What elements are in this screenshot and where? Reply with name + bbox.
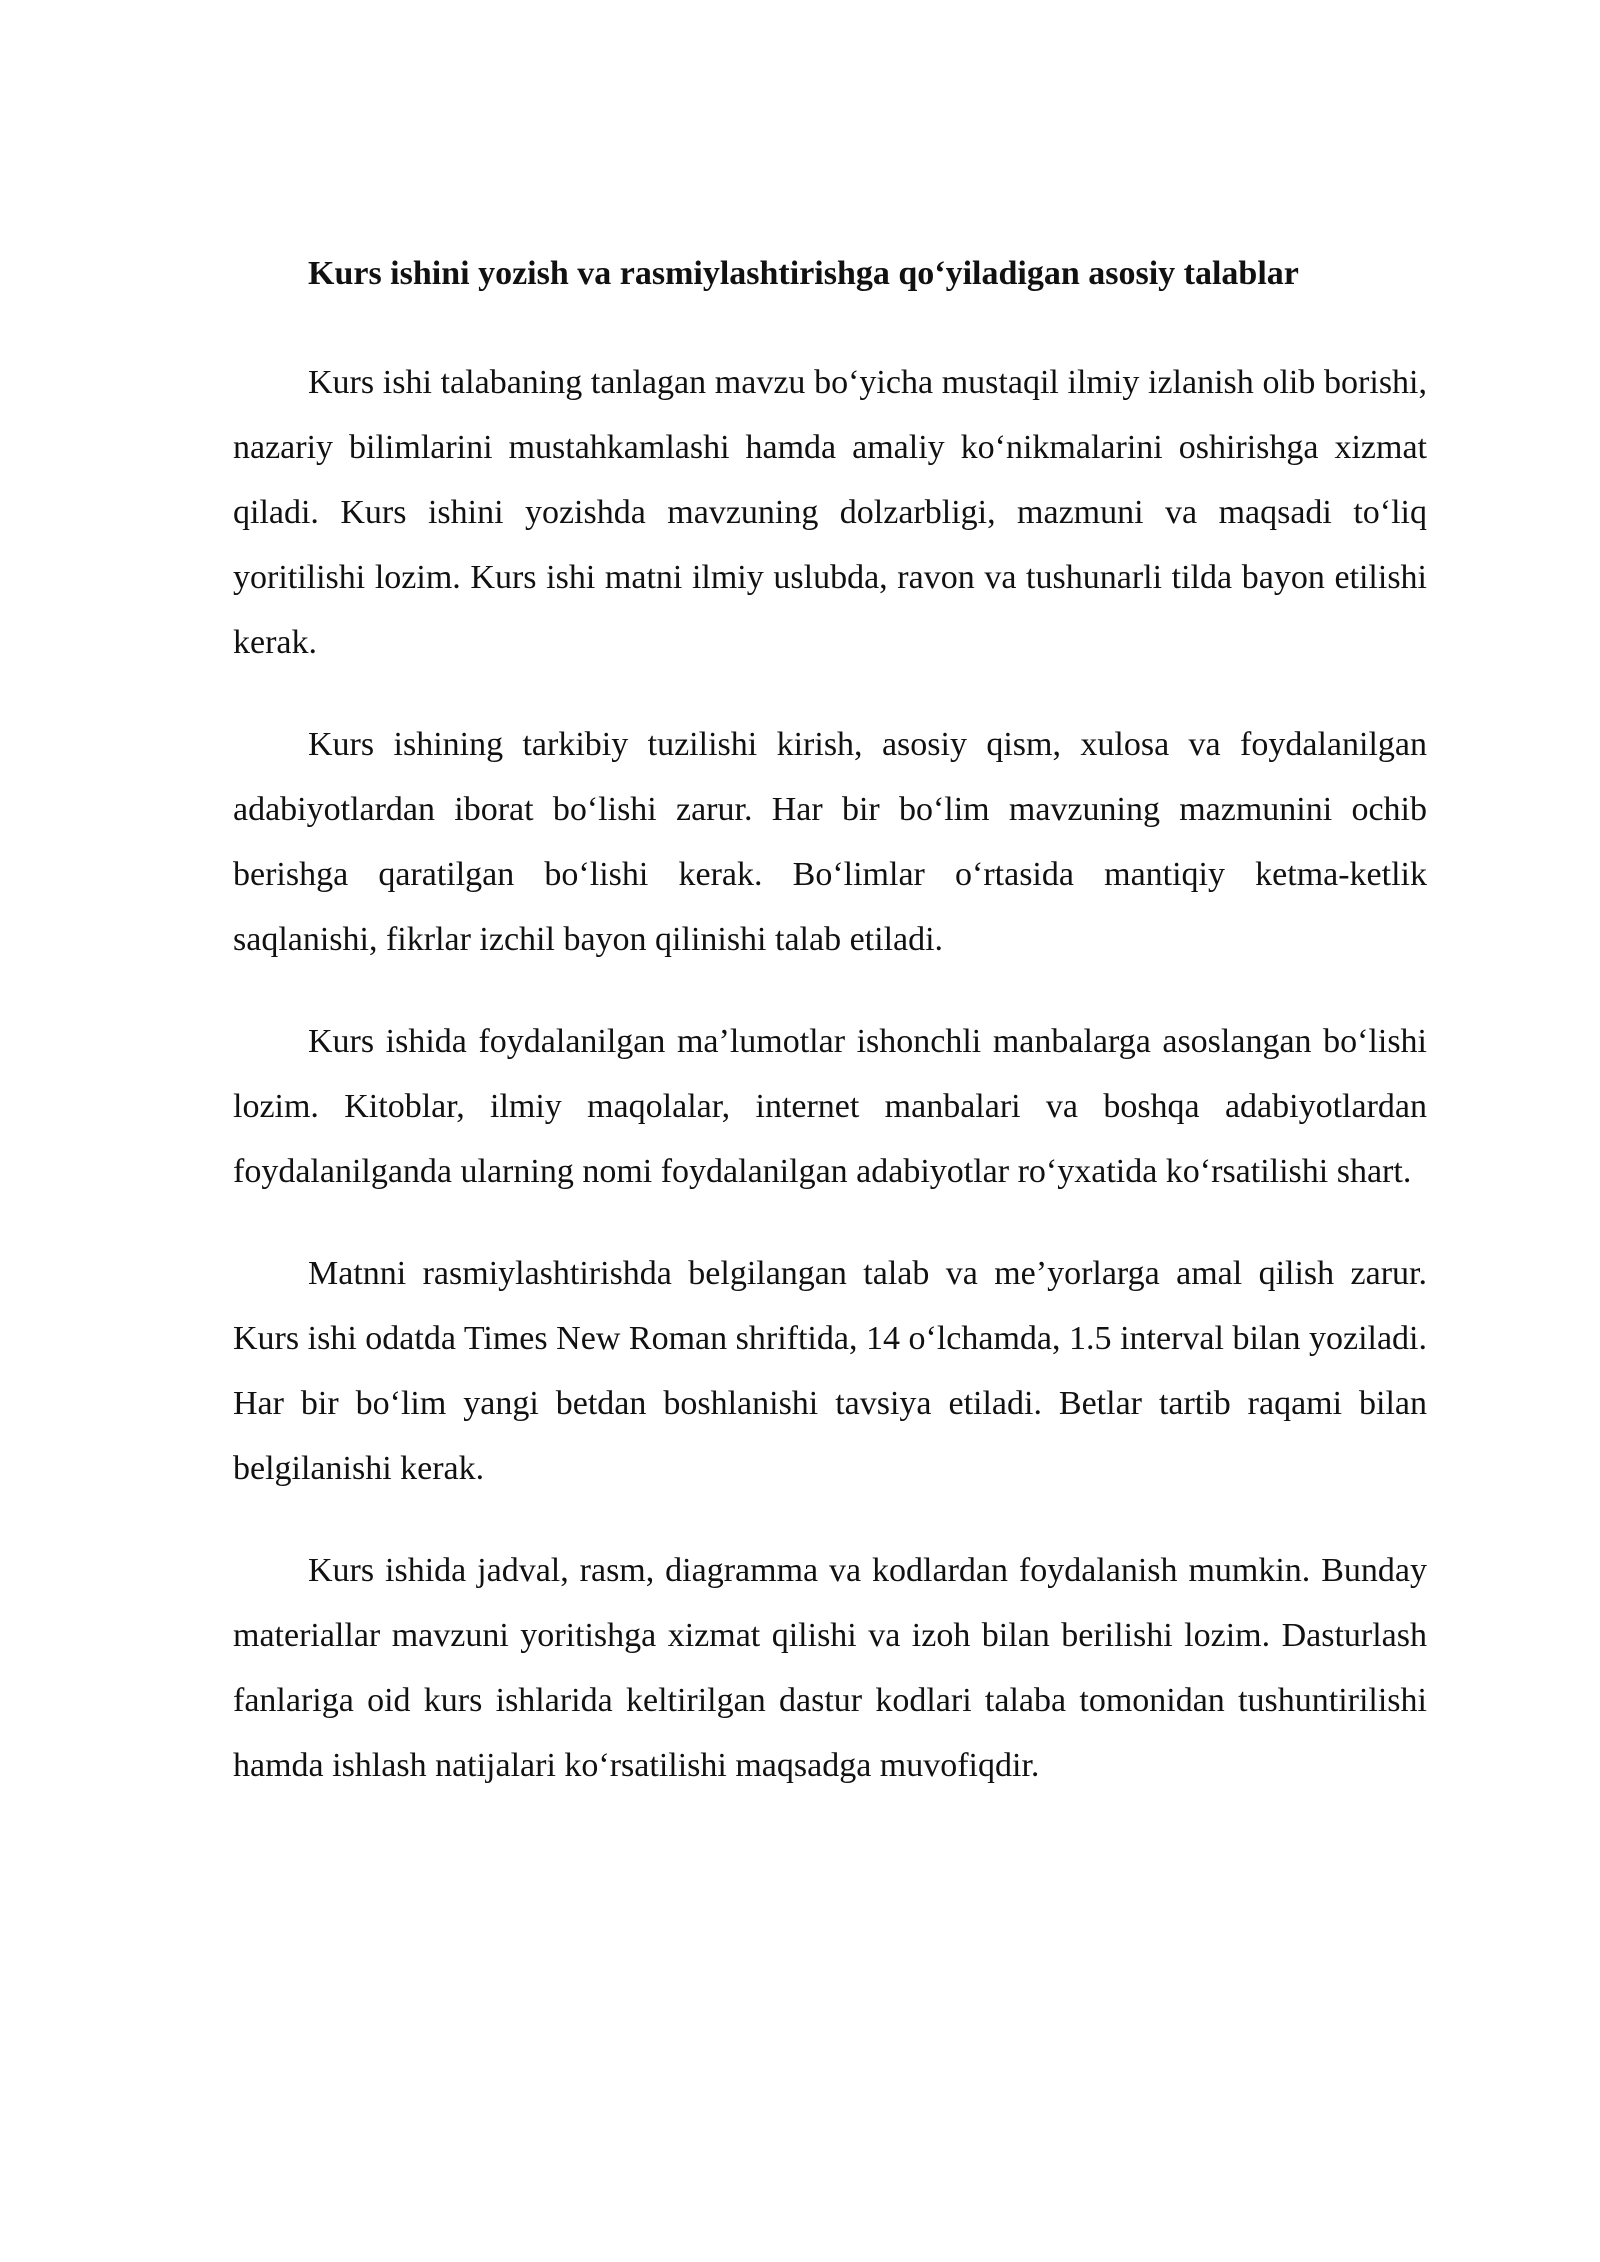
paragraph-4: Matnni rasmiylashtirishda belgilangan talab va me’yorlarga amal qilish zarur. Kurs ishi odatda Times New Roman shriftida, 14 o‘lchamda, 1.5 interval bilan yoziladi. Har bir bo‘lim yangi betdan boshlanishi tavsiya etiladi. Betlar tartib raqami bilan belgilanishi kerak. bbox=[233, 1255, 1427, 1487]
document-title: Kurs ishini yozish va rasmiylashtirishga qo‘yiladigan asosiy talablar bbox=[308, 255, 1299, 292]
paragraph-3: Kurs ishida foydalanilgan ma’lumotlar ishonchli manbalarga asoslangan bo‘lishi lozim. Kitoblar, ilmiy maqolalar, internet manbalari va boshqa adabiyotlardan foydalanilganda ularning nomi foydalanilgan adabiyotlar ro‘yxatida ko‘rsatilishi shart. bbox=[233, 1023, 1427, 1190]
paragraph-1: Kurs ishi talabaning tanlagan mavzu bo‘yicha mustaqil ilmiy izlanish olib borishi, nazariy bilimlarini mustahkamlashi hamda amaliy ko‘nikmalarini oshirishga xizmat qiladi. Kurs ishini yozishda mavzuning dolzarbligi, mazmuni va maqsadi to‘liq yoritilishi lozim. Kurs ishi matni ilmiy uslubda, ravon va tushunarli tilda bayon etilishi kerak. bbox=[233, 364, 1427, 661]
document-body bbox=[233, 252, 1427, 1798]
paragraph-5: Kurs ishida jadval, rasm, diagramma va kodlardan foydalanish mumkin. Bunday materiallar mavzuni yoritishga xizmat qilishi va izoh bilan berilishi lozim. Dasturlash fanlariga oid kurs ishlarida keltirilgan dastur kodlari talaba tomonidan tushuntirilishi hamda ishlash natijalari ko‘rsatilishi maqsadga muvofiqdir. bbox=[233, 1552, 1427, 1784]
paragraph-2: Kurs ishining tarkibiy tuzilishi kirish, asosiy qism, xulosa va foydalanilgan adabiyotlardan iborat bo‘lishi zarur. Har bir bo‘lim mavzuning mazmunini ochib berishga qaratilgan bo‘lishi kerak. Bo‘limlar o‘rtasida mantiqiy ketma-ketlik saqlanishi, fikrlar izchil bayon qilinishi talab etiladi. bbox=[233, 726, 1427, 958]
